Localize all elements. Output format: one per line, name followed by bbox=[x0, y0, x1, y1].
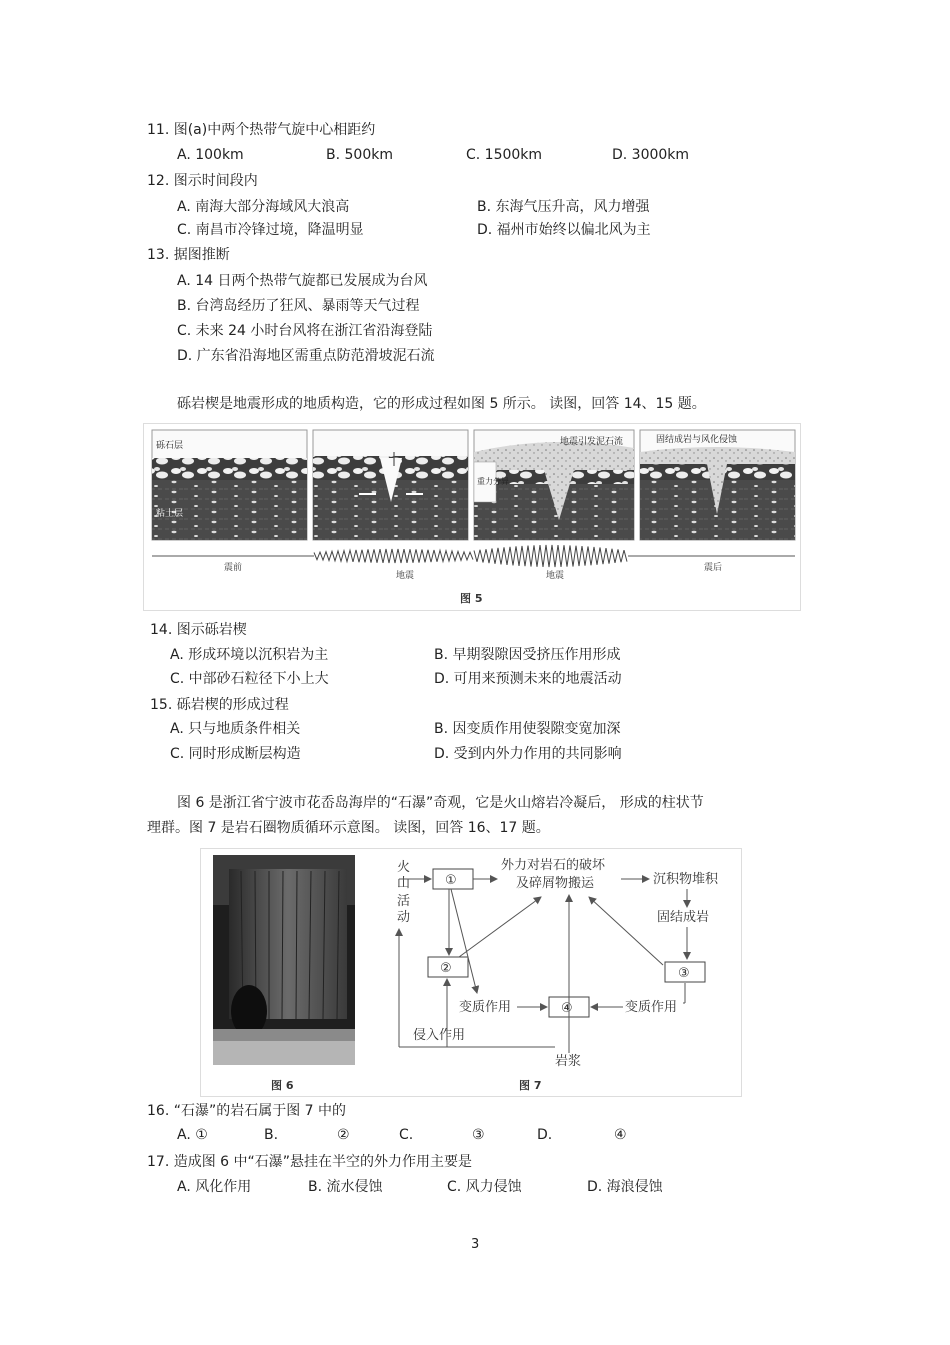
q11-option-b: B. 500km bbox=[326, 147, 393, 163]
q17-option-b: B. 流水侵蚀 bbox=[308, 1179, 383, 1195]
intro-figure-6-line1: 图 6 是浙江省宁波市花岙岛海岸的“石瀑”奇观，它是火山熔岩冷凝后， 形成的柱状节 bbox=[177, 795, 704, 811]
q15-stem: 15. 砾岩楔的形成过程 bbox=[150, 697, 289, 713]
q16-option-c: C. bbox=[399, 1127, 414, 1143]
figure-5-caption: 图 5 bbox=[460, 592, 483, 605]
label-volcanic-activity-3: 活 bbox=[397, 894, 411, 909]
q15-option-a: A. 只与地质条件相关 bbox=[170, 721, 301, 737]
q14-stem: 14. 图示砾岩楔 bbox=[150, 622, 247, 638]
timeline-quake-2: 地震 bbox=[546, 571, 565, 581]
q11-option-c: C. 1500km bbox=[466, 147, 543, 163]
label-volcanic-activity-4: 动 bbox=[397, 910, 411, 925]
label-sediment: 沉积物堆积 bbox=[653, 872, 719, 887]
label-volcanic-activity-2: 山 bbox=[397, 876, 411, 891]
q16-option-a: A. ① bbox=[177, 1127, 208, 1143]
label-intrusion: 侵入作用 bbox=[413, 1028, 466, 1043]
box-1-label: ① bbox=[445, 873, 457, 888]
q17-stem: 17. 造成图 6 中“石瀑”悬挂在半空的外力作用主要是 bbox=[147, 1154, 473, 1170]
figure-5-graphic bbox=[144, 424, 800, 610]
q13-option-a: A. 14 日两个热带气旋都已发展成为台风 bbox=[177, 273, 428, 289]
q11-stem: 11. 图(a)中两个热带气旋中心相距约 bbox=[147, 122, 376, 138]
q12-option-d: D. 福州市始终以偏北风为主 bbox=[477, 222, 651, 238]
q14-option-d: D. 可用来预测未来的地震活动 bbox=[434, 671, 622, 687]
label-metamorphism-left: 变质作用 bbox=[459, 1000, 512, 1015]
q12-option-c: C. 南昌市冷锋过境，降温明显 bbox=[177, 222, 364, 238]
q16-option-b-value: ② bbox=[337, 1127, 350, 1143]
timeline-before: 震前 bbox=[224, 563, 243, 573]
box-4-label: ④ bbox=[561, 1001, 573, 1016]
q17-option-c: C. 风力侵蚀 bbox=[447, 1179, 522, 1195]
timeline-quake-1: 地震 bbox=[396, 571, 415, 581]
q11-option-d: D. 3000km bbox=[612, 147, 690, 163]
q13-option-d: D. 广东省沿海地区需重点防范滑坡泥石流 bbox=[177, 348, 435, 364]
q16-option-b: B. bbox=[264, 1127, 279, 1143]
rock-cycle-diagram bbox=[397, 857, 719, 1069]
label-clay-layer: 粘土层 bbox=[156, 509, 184, 519]
box-2-label: ② bbox=[440, 961, 452, 976]
label-metamorphism-right: 变质作用 bbox=[625, 1000, 678, 1015]
figures-6-7-graphic bbox=[201, 849, 741, 1096]
label-consolidation: 固结成岩 bbox=[657, 910, 710, 925]
q13-stem: 13. 据图推断 bbox=[147, 247, 230, 263]
label-magma: 岩浆 bbox=[555, 1054, 582, 1069]
intro-figure-5: 砾岩楔是地震形成的地质构造，它的形成过程如图 5 所示。 读图，回答 14、15 题。 bbox=[177, 396, 706, 412]
figure-5 bbox=[143, 423, 801, 611]
label-gravel-layer: 砾石层 bbox=[156, 441, 184, 451]
label-external-force-1: 外力对岩石的破坏 bbox=[501, 858, 606, 873]
label-external-force-2: 及碎屑物搬运 bbox=[516, 876, 595, 891]
panel-after-quake bbox=[640, 430, 795, 540]
q12-option-a: A. 南海大部分海域风大浪高 bbox=[177, 199, 350, 215]
panel-crack bbox=[313, 430, 468, 540]
figure-7-caption: 图 7 bbox=[519, 1079, 542, 1092]
seismic-timeline bbox=[152, 545, 795, 567]
q14-option-c: C. 中部砂石粒径下小上大 bbox=[170, 671, 329, 687]
q16-option-d: D. bbox=[537, 1127, 553, 1143]
q17-option-d: D. 海浪侵蚀 bbox=[587, 1179, 663, 1195]
figure-6-caption: 图 6 bbox=[271, 1079, 294, 1092]
q14-option-b: B. 早期裂隙因受挤压作用形成 bbox=[434, 647, 621, 663]
q16-stem: 16. “石瀑”的岩石属于图 7 中的 bbox=[147, 1103, 347, 1119]
q15-option-d: D. 受到内外力作用的共同影响 bbox=[434, 746, 622, 762]
label-volcanic-activity-1: 火 bbox=[397, 860, 411, 875]
figures-6-7 bbox=[200, 848, 742, 1097]
q15-option-c: C. 同时形成断层构造 bbox=[170, 746, 301, 762]
q13-option-c: C. 未来 24 小时台风将在浙江省沿海登陆 bbox=[177, 323, 433, 339]
q16-option-c-value: ③ bbox=[472, 1127, 485, 1143]
q12-option-b: B. 东海气压升高，风力增强 bbox=[477, 199, 650, 215]
q13-option-b: B. 台湾岛经历了狂风、暴雨等天气过程 bbox=[177, 298, 420, 314]
intro-figure-6-line2: 理群。图 7 是岩石圈物质循环示意图。 读图，回答 16、17 题。 bbox=[147, 820, 550, 836]
box-3-label: ③ bbox=[678, 966, 690, 981]
q17-option-a: A. 风化作用 bbox=[177, 1179, 252, 1195]
page-number: 3 bbox=[471, 1237, 480, 1252]
q11-option-a: A. 100km bbox=[177, 147, 244, 163]
q12-stem: 12. 图示时间段内 bbox=[147, 173, 258, 189]
label-lithification: 固结成岩与风化侵蚀 bbox=[656, 435, 738, 445]
label-gravity-sorting: 重力分异 bbox=[477, 477, 509, 486]
label-debris-flow: 地震引发泥石流 bbox=[560, 437, 624, 447]
q16-option-d-value: ④ bbox=[614, 1127, 627, 1143]
stone-waterfall-photo bbox=[213, 855, 355, 1065]
q14-option-a: A. 形成环境以沉积岩为主 bbox=[170, 647, 329, 663]
timeline-after: 震后 bbox=[704, 563, 723, 573]
q15-option-b: B. 因变质作用使裂隙变宽加深 bbox=[434, 721, 621, 737]
